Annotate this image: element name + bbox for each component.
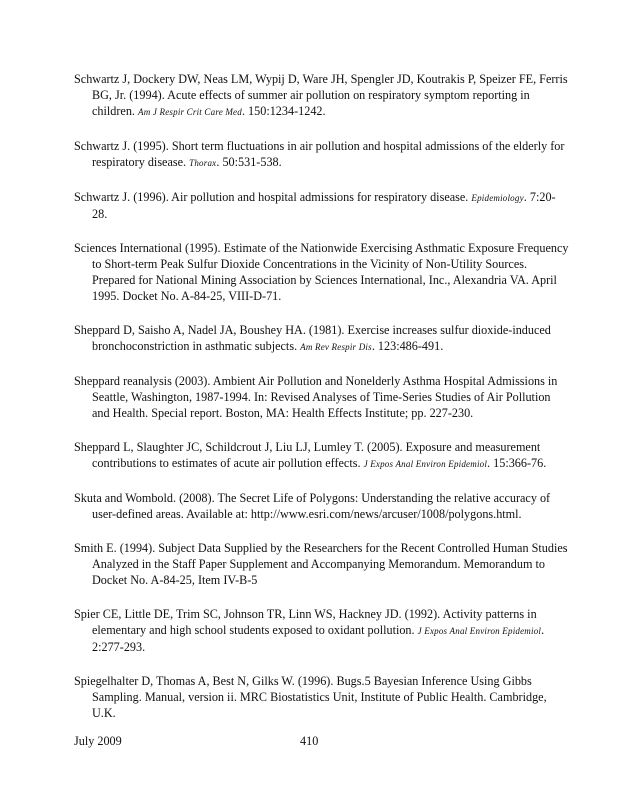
reference-text: Spiegelhalter D, Thomas A, Best N, Gilks W. (1996). Bugs.5 Bayesian Inference Using Gibbs Sampling. Manual, version ii. MRC Biostatistics Unit, Institute of Public Health. Cambridge, U.K. (74, 674, 547, 720)
reference-entry (74, 189, 569, 222)
reference-entry (74, 373, 569, 421)
journal-name: Am Rev Respir Dis (300, 342, 372, 352)
reference-citation: . 150:1234-1242. (241, 104, 326, 118)
reference-text: Sciences International (1995). Estimate of the Nationwide Exercising Asthmatic Exposure Frequency to Short-term Peak Sulfur Dioxide Concentrations in the Vicinity of Non-Utility Sources. Prepared for National Mining Association by Sciences International, Inc., Alexandria VA. April 1995. Docket No. A-84-25, VIII-D-71. (74, 241, 569, 303)
reference-citation: . 2:277-293. (92, 623, 545, 654)
reference-entry (74, 439, 569, 472)
reference-text: Schwartz J. (1995). Short term fluctuations in air pollution and hospital admissions of the elderly for respiratory disease. (74, 139, 565, 169)
reference-entry (74, 138, 569, 171)
reference-text: Sheppard D, Saisho A, Nadel JA, Boushey HA. (1981). Exercise increases sulfur dioxide-induced bronchoconstriction in asthmatic subjects. (74, 323, 551, 353)
journal-name: J Expos Anal Environ Epidemiol (363, 459, 488, 469)
reference-entry (74, 673, 569, 721)
reference-entry (74, 490, 569, 522)
reference-citation: . 7:20-28. (92, 190, 556, 221)
reference-entry (74, 240, 569, 304)
journal-name: Thorax (189, 158, 217, 168)
reference-entry (74, 606, 569, 655)
journal-name: Epidemiology (471, 193, 524, 203)
reference-citation: . 123:486-491. (371, 339, 444, 353)
journal-name: J Expos Anal Environ Epidemiol (417, 626, 542, 636)
reference-citation: . 50:531-538. (216, 155, 282, 169)
reference-text: Smith E. (1994). Subject Data Supplied by the Researchers for the Recent Controlled Human Studies Analyzed in the Staff Paper Supplement and Accompanying Memorandum. Memorandum to Docket No. A-84-25, Item IV-B-5 (74, 541, 568, 587)
reference-list (74, 71, 569, 739)
footer-date: July 2009 (74, 734, 122, 748)
journal-name: Am J Respir Crit Care Med (138, 107, 242, 117)
reference-entry (74, 540, 569, 588)
reference-text: Skuta and Wombold. (2008). The Secret Life of Polygons: Understanding the relative accuracy of user-defined areas. Available at: http://www.esri.com/news/arcuser/1008/polygons.html. (74, 491, 551, 521)
reference-text: Schwartz J, Dockery DW, Neas LM, Wypij D, Ware JH, Spengler JD, Koutrakis P, Speizer FE, Ferris BG, Jr. (1994). Acute effects of summer air pollution on respiratory symptom reporting in children. (74, 72, 568, 118)
reference-text: Sheppard reanalysis (2003). Ambient Air Pollution and Nonelderly Asthma Hospital Admissions in Seattle, Washington, 1987-1994. In: Revised Analyses of Time-Series Studies of Air Pollution and Health. Special report. Boston, MA: Health Effects Institute; pp. 227-230. (74, 374, 558, 420)
page-number: 410 (300, 734, 319, 748)
reference-citation: . 15:366-76. (487, 456, 547, 470)
reference-entry (74, 71, 569, 120)
reference-text: Sheppard L, Slaughter JC, Schildcrout J, Liu LJ, Lumley T. (2005). Exposure and measurement contributions to estimates of acute air pollution effects. (74, 440, 541, 470)
reference-entry (74, 322, 569, 355)
reference-text: Schwartz J. (1996). Air pollution and hospital admissions for respiratory disease. (74, 190, 472, 204)
reference-text: Spier CE, Little DE, Trim SC, Johnson TR, Linn WS, Hackney JD. (1992). Activity patterns in elementary and high school students exposed to oxidant pollution. (74, 607, 537, 637)
